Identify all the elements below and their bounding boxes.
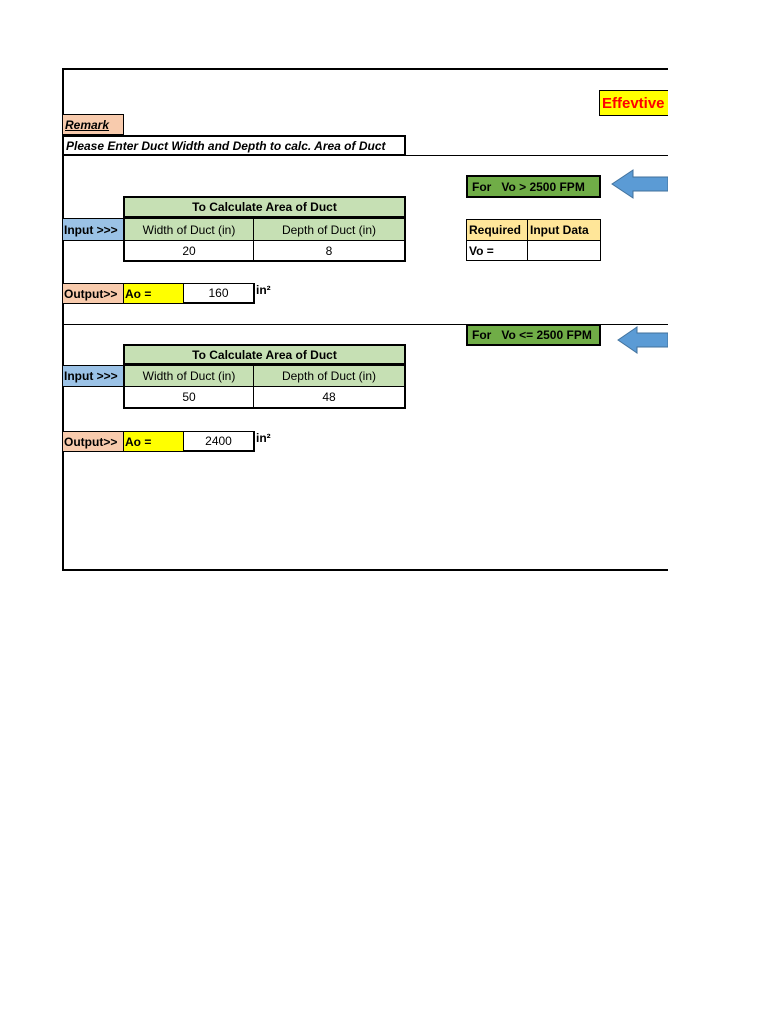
width-input[interactable]: 50 bbox=[123, 386, 254, 409]
divider-top bbox=[406, 155, 668, 156]
unit-label: in² bbox=[256, 431, 271, 445]
left-bracket-1 bbox=[62, 196, 64, 220]
col-header-width: Width of Duct (in) bbox=[123, 218, 254, 241]
required-header: Required bbox=[466, 219, 528, 241]
width-input[interactable]: 20 bbox=[123, 240, 254, 262]
col-header-width: Width of Duct (in) bbox=[123, 365, 254, 387]
ao-value: 2400 bbox=[183, 431, 255, 452]
ao-label: Ao = bbox=[123, 431, 184, 452]
vo-label: Vo = bbox=[466, 240, 528, 261]
left-arrow-icon bbox=[611, 168, 668, 200]
remark-text: Please Enter Duct Width and Depth to calc. Area of Duct bbox=[62, 135, 406, 156]
vo-input[interactable] bbox=[527, 240, 601, 261]
input-label: Input >>> bbox=[62, 218, 124, 241]
sheet-title: Effevtive bbox=[599, 90, 668, 116]
col-header-depth: Depth of Duct (in) bbox=[253, 365, 406, 387]
area-table-title: To Calculate Area of Duct bbox=[123, 196, 406, 218]
output-label: Output>> bbox=[62, 283, 124, 304]
depth-input[interactable]: 8 bbox=[253, 240, 406, 262]
remark-label: Remark bbox=[62, 114, 124, 135]
ao-value: 160 bbox=[183, 283, 255, 304]
condition-badge-low: For Vo <= 2500 FPM bbox=[466, 324, 601, 346]
ao-label: Ao = bbox=[123, 283, 184, 304]
area-table-title: To Calculate Area of Duct bbox=[123, 344, 406, 365]
input-label: Input >>> bbox=[62, 365, 124, 387]
output-label: Output>> bbox=[62, 431, 124, 452]
left-arrow-icon bbox=[617, 325, 668, 355]
depth-input[interactable]: 48 bbox=[253, 386, 406, 409]
col-header-depth: Depth of Duct (in) bbox=[253, 218, 406, 241]
unit-label: in² bbox=[256, 283, 271, 297]
condition-badge-high: For Vo > 2500 FPM bbox=[466, 175, 601, 198]
input-data-header: Input Data bbox=[527, 219, 601, 241]
